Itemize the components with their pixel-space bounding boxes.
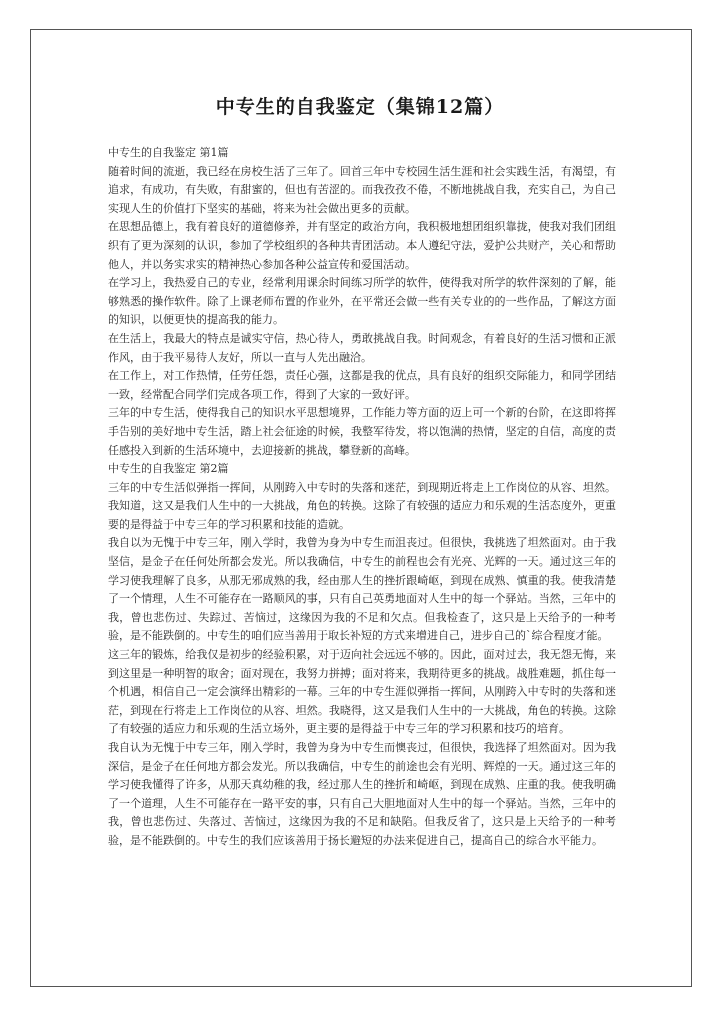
paragraph: 在工作上，对工作热情，任劳任怨，责任心强，这都是我的优点，具有良好的组织交际能力，和同学团结一致，经常配合同学们完成各项工作，得到了大家的一致好评。 (108, 369, 616, 401)
section-2 (108, 460, 616, 850)
document-title: 中专生的自我鉴定（集锦12篇） (215, 96, 505, 118)
document-body (108, 144, 616, 851)
paragraph: 在学习上，我热爱自己的专业，经常利用课余时间练习所学的软件，使得我对所学的软件深刻的了解，能够熟悉的操作软件。除了上课老师布置的作业外，在平常还会做一些有关专业的的一些作品，了解这方面的知识，以便更快的提高我的能力。 (108, 276, 616, 327)
paragraph: 这三年的锻炼，给我仅是初步的经验积累，对于迈向社会远远不够的。因此，面对过去，我无怨无悔，来到这里是一种明智的取舍；面对现在，我努力拼搏；面对将来，我期待更多的挑战。战胜难题，抓住每一个机遇，相信自己一定会演绎出精彩的一幕。三年的中专生涯似弹指一挥间，从刚跨入中专时的失落和迷茫，到现在行将走上工作岗位的从容、坦然。我晓得，这又是我们人生中的一大挑战，角色的转换。这除了有较强的适应力和乐观的生活立场外，更主要的是得益于中专三年的学习积累和技巧的培育。 (108, 648, 616, 736)
paragraph: 在思想品德上，我有着良好的道德修养，并有坚定的政治方向，我积极地想团组织靠拢，使我对我们团组织有了更为深刻的认识，参加了学校组织的各种共青团活动。本人遵纪守法，爱护公共财产，关心和帮助他人，并以务实求实的精神热心参加各种公益宣传和爱国活动。 (108, 220, 616, 271)
section-1 (108, 144, 616, 460)
paragraph: 我自认为无愧于中专三年，刚入学时，我曾为身为中专生而懊丧过，但很快，我选择了坦然面对。因为我深信，是金子在任何地方都会发光。所以我确信，中专生的前途也会有光明、辉煌的一天。通过这三年的学习使我懂得了许多，从那天真幼稚的我，经过那人生的挫折和崎岖，到现在成熟、庄重的我。使我明确了一个道理，人生不可能存在一路平安的事，只有自己大胆地面对人生中的每一个驿站。当然，三年中的我，曾也悲伤过、失落过、苦恼过，这缘因为我的不足和缺陷。但我反省了，这只是上天给予的一种考验，是不能跌倒的。中专生的我们应该善用于扬长避短的办法来促进自己，提高自己的综合水平能力。 (108, 741, 616, 847)
section-heading: 中专生的自我鉴定 第2篇 (108, 462, 229, 476)
paragraph: 三年的中专生活似弹指一挥间，从刚跨入中专时的失落和迷茫，到现期近将走上工作岗位的从容、坦然。我知道，这又是我们人生中的一大挑战，角色的转换。这除了有较强的适应力和乐观的生活态度外，更重要的是得益于中专三年的学习积累和技能的造就。 (108, 480, 616, 531)
section-heading: 中专生的自我鉴定 第1篇 (108, 146, 229, 159)
paragraph: 三年的中专生活，使得我自己的知识水平思想境界，工作能力等方面的迈上可一个新的台阶，在这即将挥手告别的美好地中专生活，踏上社会征途的时候，我整军待发，将以饱满的热情，坚定的自信，高度的责任感投入到新的生活环境中，去迎接新的挑战，攀登新的高峰。 (108, 406, 616, 457)
paragraph: 我自以为无愧于中专三年，刚入学时，我曾为身为中专生而沮丧过。但很快，我挑选了坦然面对。由于我坚信，是金子在任何处所都会发光。所以我确信，中专生的前程也会有光亮、光辉的一天。通过这三年的学习使我理解了良多，从那无邪成熟的我，经由那人生的挫折跟崎岖，到现在成熟、慎重的我。使我清楚了一个情理，人生不可能存在一路顺风的事，只有自己英勇地面对人生中的每一个驿站。当然，三年中的我，曾也悲伤过、失踪过、苦恼过，这缘因为我的不足和欠点。但我检查了，这只是上天给予的一种考验，是不能跌倒的。中专生的咱们应当善用于取长补短的方式来增进自己，进步自己的`综合程度才能。 (108, 536, 616, 643)
paragraph: 在生活上，我最大的特点是诚实守信，热心待人，勇敢挑战自我。时间观念，有着良好的生活习惯和正派作风，由于我平易待人友好，所以一直与人先出融洽。 (108, 331, 616, 364)
paragraph: 随着时间的流逝，我已经在房校生活了三年了。回首三年中专校园生活生涯和社会实践生活，有渴望，有追求，有成功，有失败，有甜蜜的，但也有苦涩的。而我孜孜不倦，不断地挑战自我，充实自己，为自己实现人生的价值打下坚实的基础，将来为社会做出更多的贡献。 (108, 164, 616, 215)
